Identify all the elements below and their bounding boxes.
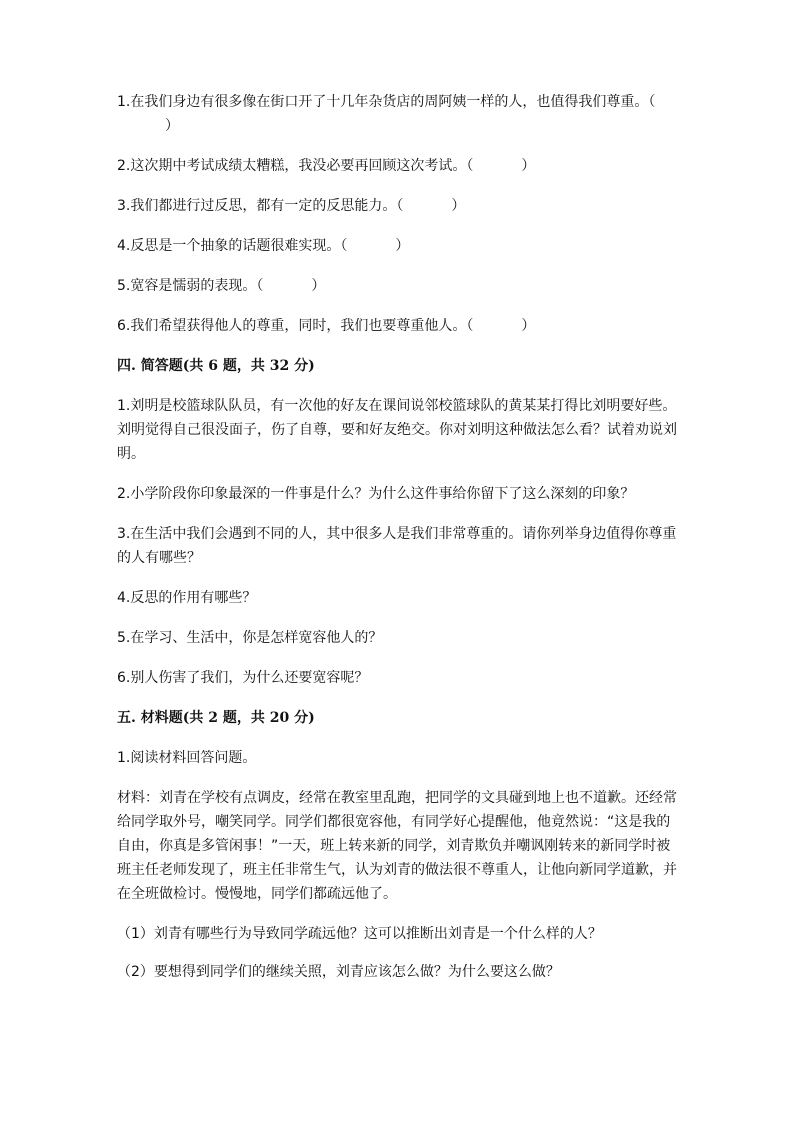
section-heading-material: 五. 材料题(共 2 题，共 20 分) bbox=[117, 710, 315, 726]
short-answer-item-1: 1.刘明是校篮球队队员，有一次他的好友在课间说邻校篮球队的黄某某打得比刘明要好些。刘明觉得自己很没面子，伤了自尊，要和好友绝交。你对刘明这种做法怎么看？试着劝说刘明。 bbox=[117, 398, 677, 462]
short-answer-item-2: 2.小学阶段你印象最深的一件事是什么？为什么这件事给你留下了这么深刻的印象？ bbox=[117, 486, 635, 502]
section-heading-short-answer: 四. 简答题(共 6 题，共 32 分) bbox=[117, 358, 315, 374]
short-answer-item-3: 3.在生活中我们会遇到不同的人，其中很多人是我们非常尊重的。请你列举身边值得你尊重的人有哪些？ bbox=[117, 526, 677, 566]
judgement-item-4: 4.反思是一个抽象的话题很难实现。（ ） bbox=[117, 238, 410, 254]
material-question-1: （1）刘青有哪些行为导致同学疏远他？这可以推断出刘青是一个什么样的人？ bbox=[117, 926, 602, 942]
judgement-item-5: 5.宽容是懦弱的表现。（ ） bbox=[117, 278, 326, 294]
short-answer-item-6: 6.别人伤害了我们，为什么还要宽容呢？ bbox=[117, 670, 369, 686]
material-question-2: （2）要想得到同学们的继续关照，刘青应该怎么做？为什么要这么做？ bbox=[117, 964, 560, 980]
judgement-item-3: 3.我们都进行过反思，都有一定的反思能力。（ ） bbox=[117, 198, 466, 214]
material-intro: 1.阅读材料回答问题。 bbox=[117, 750, 257, 766]
material-passage: 材料：刘青在学校有点调皮，经常在教室里乱跑，把同学的文具碰到地上也不道歉。还经常给同学取外号，嘲笑同学。同学们都很宽容他，有同学好心提醒他，他竟然说：“这是我的自由，你真是多管闲事！”一天，班上转来新的同学，刘青欺负并嘲讽刚转来的新同学时被班主任老师发现了，班主任非常生气，认为刘青的做法很不尊重人，让他向新同学道歉，并在全班做检讨。慢慢地，同学们都疏远他了。 bbox=[117, 790, 677, 902]
judgement-item-1: 1.在我们身边有很多像在街口开了十几年杂货店的周阿姨一样的人，也值得我们尊重。（） bbox=[117, 94, 656, 134]
short-answer-item-4: 4.反思的作用有哪些？ bbox=[117, 590, 257, 606]
judgement-item-2: 2.这次期中考试成绩太糟糕，我没必要再回顾这次考试。（ ） bbox=[117, 158, 536, 174]
exam-page bbox=[117, 90, 677, 998]
short-answer-item-5: 5.在学习、生活中，你是怎样宽容他人的？ bbox=[117, 630, 383, 646]
judgement-item-6: 6.我们希望获得他人的尊重，同时，我们也要尊重他人。（ ） bbox=[117, 318, 536, 334]
